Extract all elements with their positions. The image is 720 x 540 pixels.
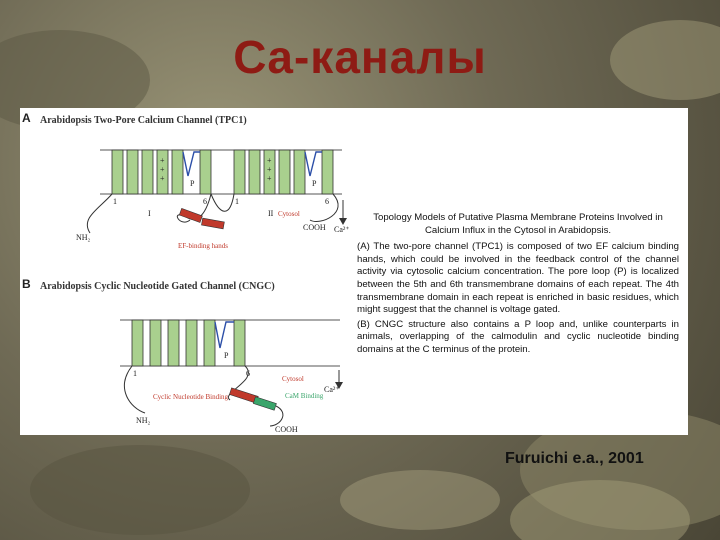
caption-title: Topology Models of Putative Plasma Membrane Proteins Involved in Calcium Influx in the Cytosol in Arabidopsis. <box>373 212 663 236</box>
basic-residue-plus: + <box>160 174 165 183</box>
tm-helix <box>150 320 161 366</box>
n-terminus-b: NH₂ <box>136 416 151 425</box>
figure-caption <box>357 212 679 359</box>
pore-label-2: P <box>312 179 317 188</box>
panel-a-letter: A <box>22 111 31 125</box>
cn-binding-label: Cyclic Nucleotide Binding <box>153 393 229 401</box>
repeat-1-label: I <box>148 209 151 218</box>
ef-hand-2 <box>201 218 224 229</box>
tm-helix <box>112 150 123 194</box>
basic-residue-plus: + <box>160 156 165 165</box>
cam-binding-label: CaM Binding <box>285 392 324 400</box>
tm-helix <box>132 320 143 366</box>
figure-panel <box>20 108 688 435</box>
ef-hands-label: EF-binding hands <box>178 242 228 250</box>
tm-helix <box>249 150 260 194</box>
cytosol-label-b: Cytosol <box>282 375 304 383</box>
panel-b-title: Arabidopsis Cyclic Nucleotide Gated Channel (CNGC) <box>40 281 275 292</box>
cytosol-label-a: Cytosol <box>278 210 300 218</box>
tm-helix <box>279 150 290 194</box>
basic-residue-plus: + <box>267 174 272 183</box>
ion-label-b: Ca²⁺ <box>324 385 340 394</box>
basic-residue-plus: + <box>267 156 272 165</box>
ion-label-a: Ca²⁺ <box>334 225 350 234</box>
panel-b-letter: B <box>22 277 31 291</box>
tm-helix <box>172 150 183 194</box>
c-terminus-b: COOH <box>275 425 298 434</box>
ef-hand-1 <box>179 208 202 222</box>
tm-helix <box>200 150 211 194</box>
cngc-helices <box>132 320 250 378</box>
caption-para-b: (B) CNGC structure also contains a P loop and, unlike counterparts in animals, overlapping of the calmodulin and cyclic nucleotide binding domains at the C terminus of the protein. <box>357 318 679 355</box>
tm-start-label-1: 1 <box>113 197 117 206</box>
pore-loop-b <box>215 322 234 348</box>
panel-a-title: Arabidopsis Two-Pore Calcium Channel (TPC1) <box>40 115 247 126</box>
tm-end-label-2: 6 <box>325 197 329 206</box>
tm-helix <box>186 320 197 366</box>
ef-linker-a <box>211 194 234 211</box>
pore-loop-1 <box>183 152 200 176</box>
repeat-2-helices <box>234 150 333 218</box>
tm-helix <box>168 320 179 366</box>
c-terminus-a: COOH <box>303 223 326 232</box>
tm-helix <box>204 320 215 366</box>
slide-title: Ca-каналы <box>233 31 487 83</box>
tm-helix <box>142 150 153 194</box>
n-terminus-a: NH₂ <box>76 233 91 242</box>
tm-helix <box>294 150 305 194</box>
tm-end-label-b: 6 <box>246 369 250 378</box>
caption-para-a: (A) The two-pore channel (TPC1) is composed of two EF calcium binding hands, which could be involved in the feedback control of the channel activity via cytosolic calcium concentration. The pore loop (P) is localized between the 5th and 6th transmembrane domains of each repeat. The 4th transmembrane domain in each repeat is enriched in basic residues, which might suggest that the channel is voltage gated. <box>357 241 679 316</box>
tm-helix <box>234 150 245 194</box>
pore-label-1: P <box>190 179 195 188</box>
n-terminal-tail-a <box>87 194 112 233</box>
repeat-2-label: II <box>268 209 274 218</box>
tm-helix <box>127 150 138 194</box>
tm-helix <box>322 150 333 194</box>
pore-loop-2 <box>305 152 322 176</box>
tm-start-label-2: 1 <box>235 197 239 206</box>
tm-start-label-b: 1 <box>133 369 137 378</box>
pore-label-b: P <box>224 351 229 360</box>
repeat-1-helices <box>112 150 211 218</box>
tm-end-label-1: 6 <box>203 197 207 206</box>
ca-influx-arrowhead-a <box>339 218 347 225</box>
basic-residue-plus: + <box>160 165 165 174</box>
cam-binding-domain <box>253 397 276 410</box>
citation: Furuichi e.a., 2001 <box>505 450 644 467</box>
tm-helix <box>234 320 245 366</box>
basic-residue-plus: + <box>267 165 272 174</box>
